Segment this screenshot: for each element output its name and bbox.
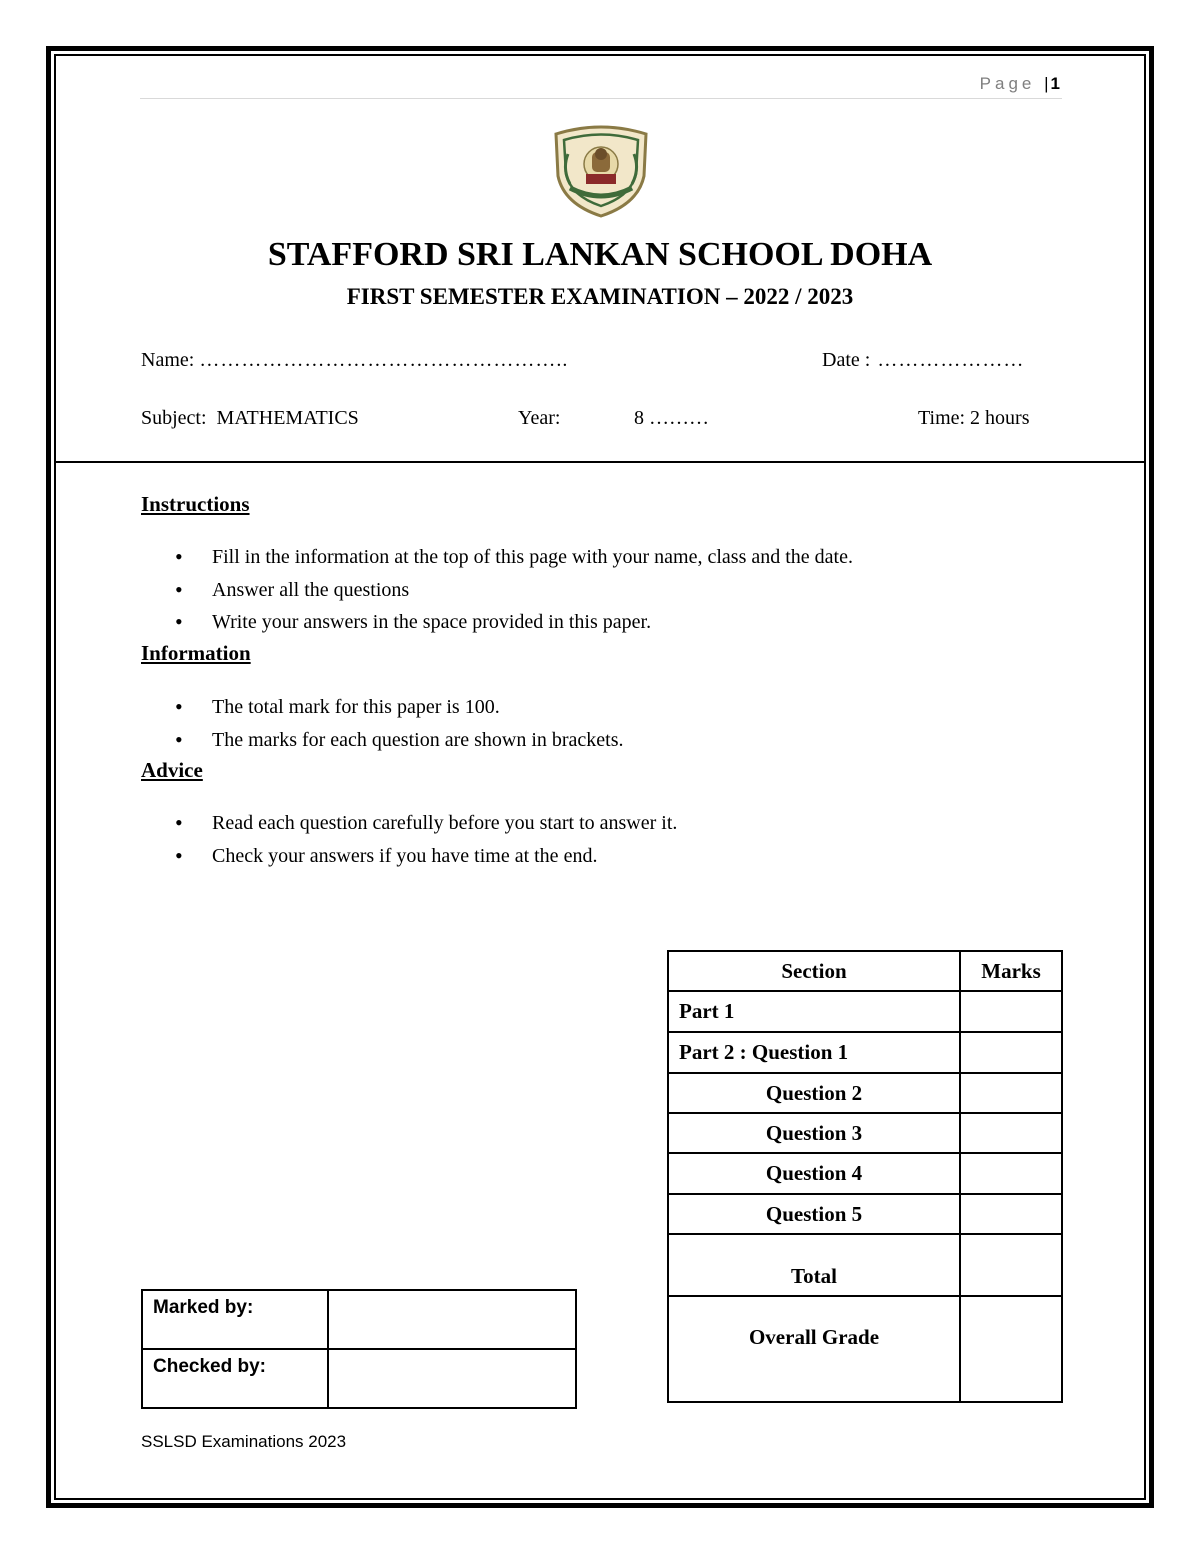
list-item: • Read each question carefully before you start to answer it. xyxy=(141,809,677,842)
date-dots: : ………………… xyxy=(864,349,1025,371)
advice-heading: Advice xyxy=(141,758,203,782)
section-header: Section xyxy=(668,951,960,991)
subject-value: MATHEMATICS xyxy=(216,407,359,429)
page-number-value: 1 xyxy=(1050,74,1060,93)
total-cell[interactable] xyxy=(960,1234,1062,1296)
school-name: STAFFORD SRI LANKAN SCHOOL DOHA xyxy=(267,236,933,273)
marks-header: Marks xyxy=(960,951,1062,991)
name-dots: …………………………………………….. xyxy=(199,349,569,371)
school-crest-icon xyxy=(548,124,654,218)
marks-cell[interactable] xyxy=(960,1073,1062,1113)
row-label: Part 1 xyxy=(668,991,960,1032)
table-row xyxy=(668,991,1062,1032)
marks-cell[interactable] xyxy=(960,991,1062,1032)
row-label: Part 2 : Question 1 xyxy=(668,1032,960,1073)
list-item: • Answer all the questions xyxy=(141,576,853,609)
overall-grade-label: Overall Grade xyxy=(668,1296,960,1402)
marks-cell[interactable] xyxy=(960,1032,1062,1073)
page-number: Page | 1 xyxy=(979,74,1060,93)
footer-text: SSLSD Examinations 2023 xyxy=(141,1432,347,1451)
marks-table xyxy=(667,950,1063,1403)
date-field xyxy=(822,349,1024,372)
time-label: Time: 2 hours xyxy=(918,407,1030,429)
exam-title: FIRST SEMESTER EXAMINATION – 2022 / 2023 xyxy=(346,284,854,309)
overall-grade-cell[interactable] xyxy=(960,1296,1062,1402)
checked-by-cell[interactable] xyxy=(328,1349,576,1408)
table-row xyxy=(668,1194,1062,1234)
marked-by-cell[interactable] xyxy=(328,1290,576,1349)
table-row xyxy=(668,1032,1062,1073)
table-row xyxy=(668,1153,1062,1194)
table-row xyxy=(668,1234,1062,1296)
year-value: 8 ……… xyxy=(634,407,709,429)
information-list xyxy=(141,693,624,758)
row-label: Question 3 xyxy=(668,1113,960,1153)
advice-list xyxy=(141,809,677,874)
total-label: Total xyxy=(668,1234,960,1296)
information-heading: Information xyxy=(141,641,251,665)
list-item: • The marks for each question are shown in brackets. xyxy=(141,726,624,759)
marked-by-label: Marked by: xyxy=(142,1290,328,1349)
row-label: Question 5 xyxy=(668,1194,960,1234)
table-row xyxy=(668,1073,1062,1113)
subject-field xyxy=(141,407,359,430)
table-row xyxy=(142,1290,576,1349)
table-row xyxy=(668,1113,1062,1153)
list-item: • Check your answers if you have time at the end. xyxy=(141,842,677,875)
row-label: Question 2 xyxy=(668,1073,960,1113)
list-item: • The total mark for this paper is 100. xyxy=(141,693,624,726)
list-item: • Fill in the information at the top of this page with your name, class and the date. xyxy=(141,543,853,576)
marks-cell[interactable] xyxy=(960,1113,1062,1153)
page-label: Page xyxy=(979,74,1036,93)
subject-label: Subject: xyxy=(141,407,207,429)
row-label: Question 4 xyxy=(668,1153,960,1194)
marks-cell[interactable] xyxy=(960,1153,1062,1194)
name-field xyxy=(141,349,568,372)
table-row xyxy=(668,951,1062,991)
checked-by-label: Checked by: xyxy=(142,1349,328,1408)
table-row xyxy=(668,1296,1062,1402)
list-item: • Write your answers in the space provided in this paper. xyxy=(141,608,853,641)
year-label: Year: xyxy=(518,407,561,429)
date-label: Date xyxy=(822,349,860,371)
marks-cell[interactable] xyxy=(960,1194,1062,1234)
instructions-list xyxy=(141,543,853,641)
instructions-heading: Instructions xyxy=(141,492,250,516)
table-row xyxy=(142,1349,576,1408)
signature-table xyxy=(141,1289,577,1409)
header-divider xyxy=(56,461,1144,463)
header-rule xyxy=(140,98,1062,99)
name-label: Name: xyxy=(141,349,195,371)
